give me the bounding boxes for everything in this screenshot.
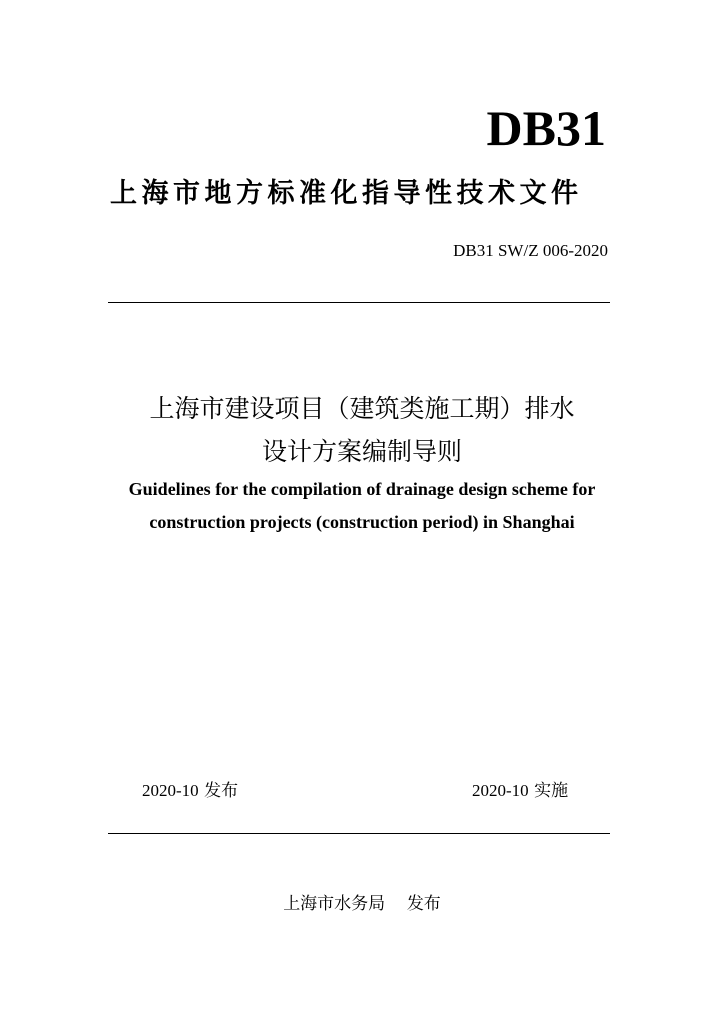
issuer-line [0, 892, 724, 916]
chinese-title-line-2: 设计方案编制导则 [261, 437, 462, 466]
implement-date-label: 实施 [528, 781, 569, 801]
document-number: DB31 SW/Z 006-2020 [453, 241, 608, 260]
publish-date-label: 发布 [198, 781, 239, 801]
standard-code: DB31 [486, 100, 606, 156]
publish-date-value: 2020-10 [142, 781, 199, 800]
publish-date [142, 779, 238, 803]
issuer-action: 发布 [406, 894, 441, 914]
bottom-divider [108, 833, 610, 834]
implement-date-value: 2020-10 [472, 781, 529, 800]
english-title-line-1: Guidelines for the compilation of drainage design scheme for [128, 479, 596, 499]
issuer-name: 上海市水务局 [283, 894, 386, 914]
chinese-title-line-1: 上海市建设项目（建筑类施工期）排水 [149, 394, 575, 423]
document-type: 上海市地方标准化指导性技术文件 [110, 178, 583, 209]
english-title-line-2: construction projects (construction period) in Shanghai [149, 512, 575, 532]
top-divider [108, 302, 610, 303]
implement-date [472, 779, 568, 803]
